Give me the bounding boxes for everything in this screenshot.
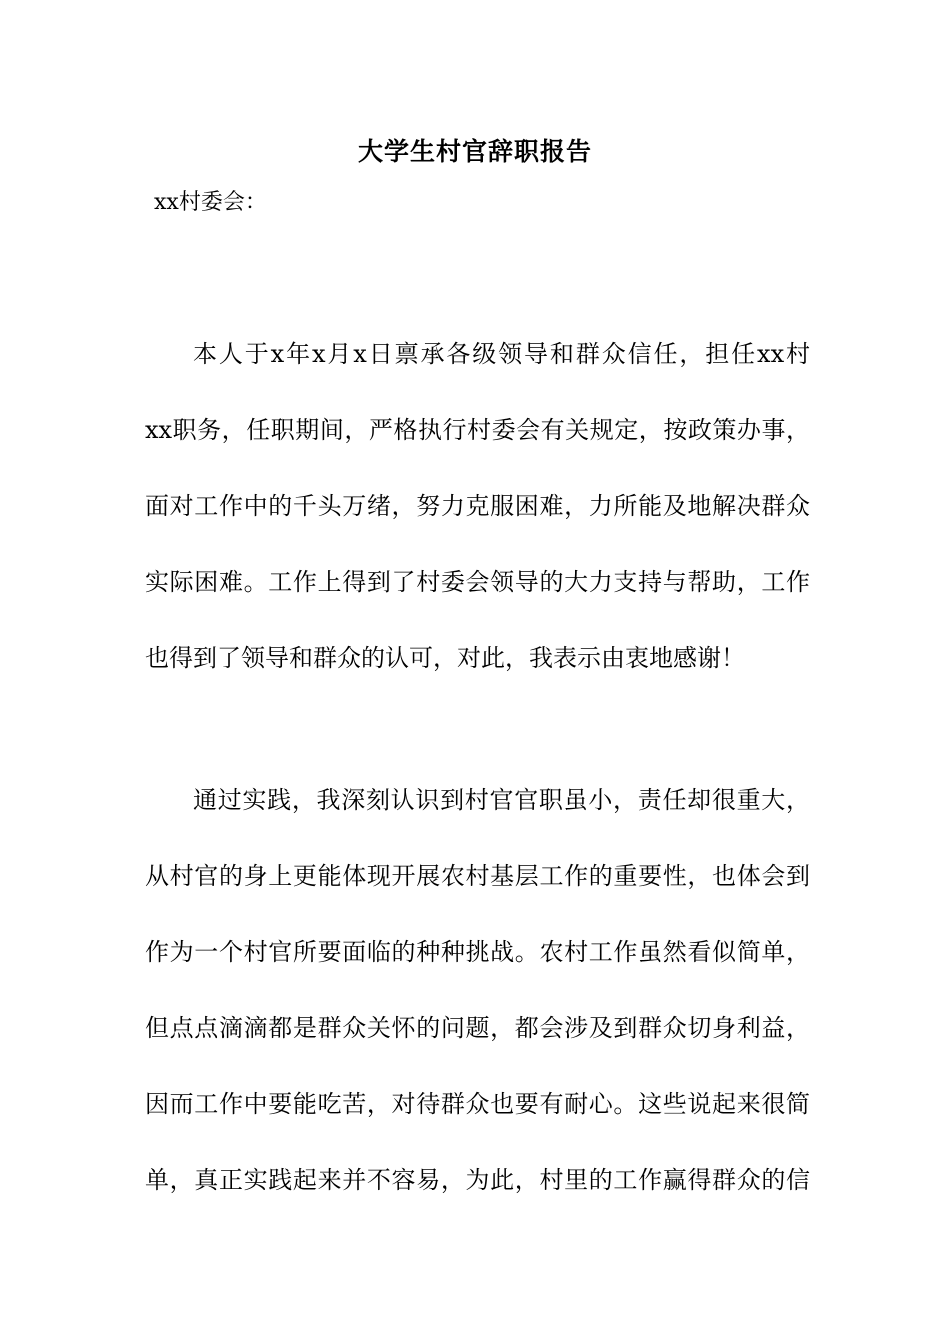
salutation: xx村委会： xyxy=(154,190,267,215)
paragraph-line: 单，真正实践起来并不容易，为此，村里的工作赢得群众的信 xyxy=(145,1166,810,1194)
paragraph-line: 面对工作中的千头万绪，努力克服困难，力所能及地解决群众 xyxy=(145,492,810,520)
paragraph-line: 也得到了领导和群众的认可，对此，我表示由衷地感谢！ xyxy=(145,644,745,672)
paragraph-2 xyxy=(145,762,810,1218)
paragraph-line: xx职务，任职期间，严格执行村委会有关规定，按政策办事， xyxy=(145,416,810,444)
document-title: 大学生村官辞职报告 xyxy=(357,137,592,166)
paragraph-line: 本人于x年x月x日禀承各级领导和群众信任，担任xx村 xyxy=(193,340,810,368)
paragraph-line: 因而工作中要能吃苦，对待群众也要有耐心。这些说起来很简 xyxy=(145,1090,810,1118)
paragraph-line: 作为一个村官所要面临的种种挑战。农村工作虽然看似简单， xyxy=(145,938,810,966)
paragraph-1 xyxy=(145,316,810,696)
paragraph-line: 从村官的身上更能体现开展农村基层工作的重要性，也体会到 xyxy=(145,862,810,890)
paragraph-line: 实际困难。工作上得到了村委会领导的大力支持与帮助，工作 xyxy=(145,568,810,596)
paragraph-line: 通过实践，我深刻认识到村官官职虽小，责任却很重大， xyxy=(193,786,810,814)
paragraph-line: 但点点滴滴都是群众关怀的问题，都会涉及到群众切身利益， xyxy=(145,1014,810,1042)
